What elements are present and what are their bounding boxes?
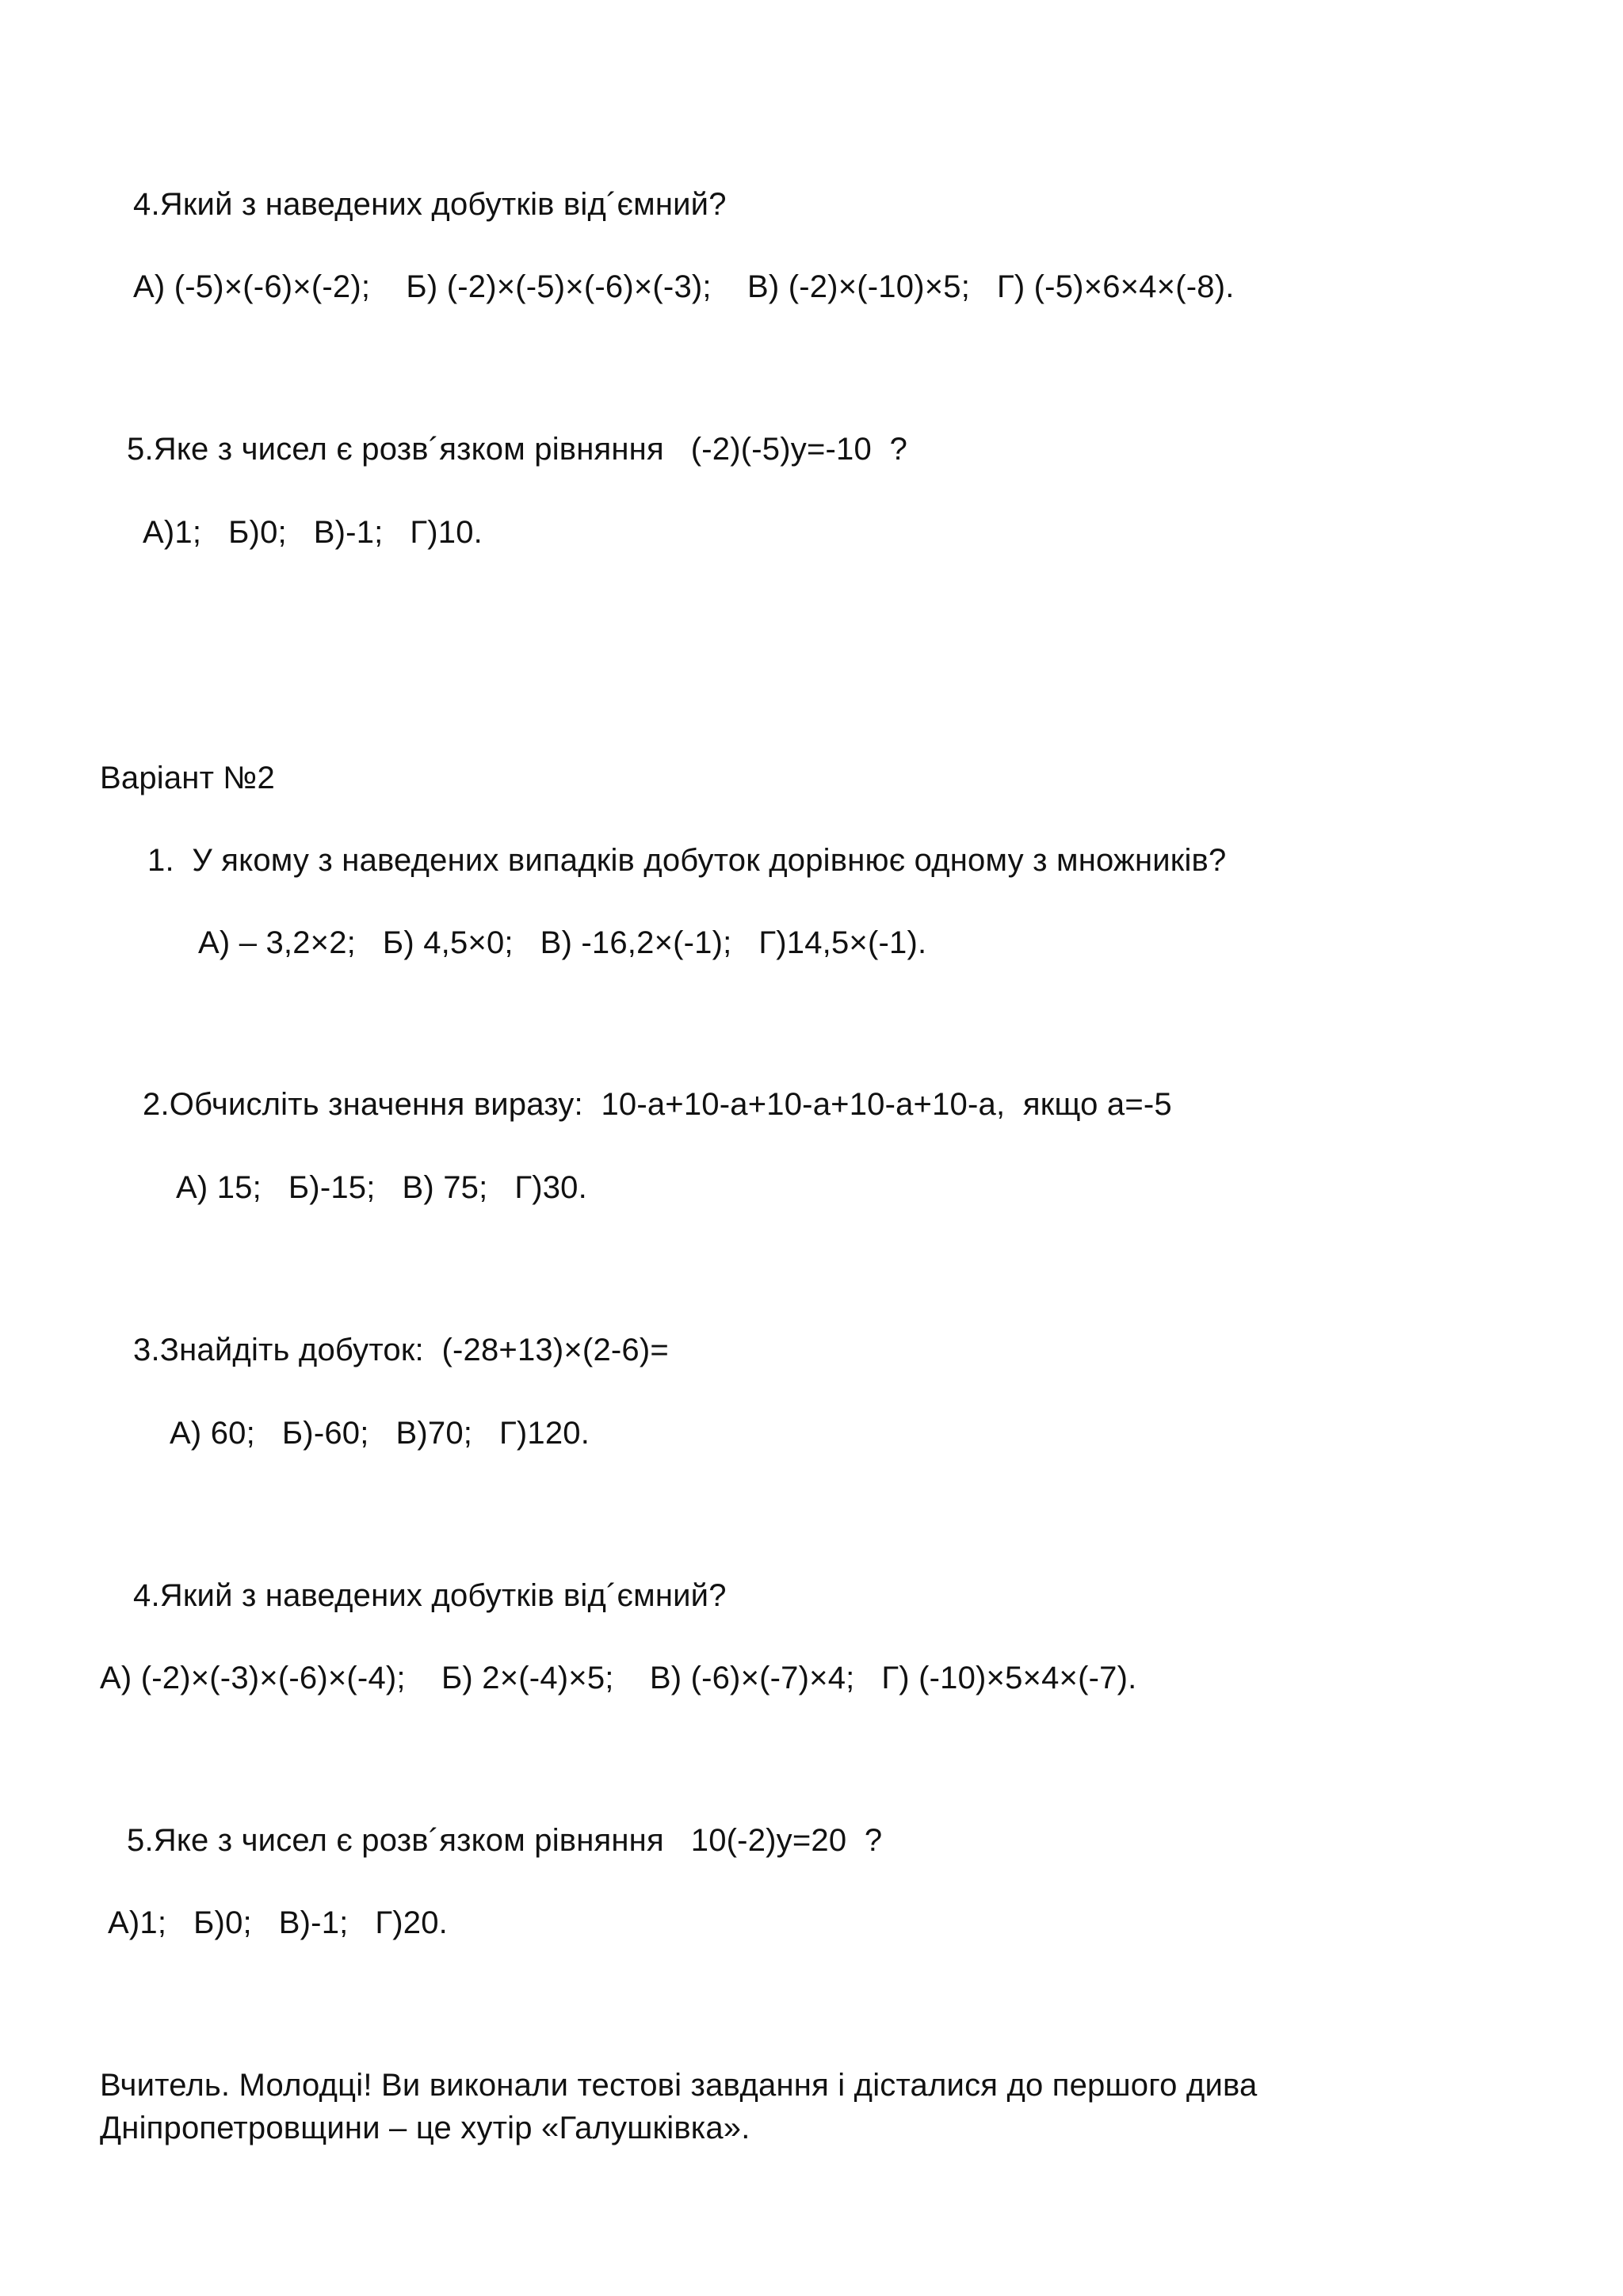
variant2-question-1-text: 1. У якому з наведених випадків добуток дорівнює одному з множників?: [147, 843, 1227, 878]
question-4-text: 4.Який з наведених добутків від´ємний?: [133, 187, 727, 222]
variant2-question-5-answers: А)1; Б)0; В)-1; Г)20.: [108, 1905, 448, 1940]
question-5-text: 5.Яке з чисел є розв´язком рівняння (-2)(-5)у=-10 ?: [127, 432, 908, 467]
question-4-answers: А) (-5)×(-6)×(-2); Б) (-2)×(-5)×(-6)×(-3); В) (-2)×(-10)×5; Г) (-5)×6×4×(-8).: [133, 269, 1235, 304]
variant2-question-4-answers: А) (-2)×(-3)×(-6)×(-4); Б) 2×(-4)×5; В) (-6)×(-7)×4; Г) (-10)×5×4×(-7).: [100, 1661, 1137, 1695]
question-5-answers: А)1; Б)0; В)-1; Г)10.: [143, 515, 483, 550]
variant-heading: Варіант №2: [100, 761, 275, 795]
variant2-question-3-text: 3.Знайдіть добуток: (-28+13)×(2-6)=: [133, 1333, 669, 1367]
variant2-question-4-text: 4.Який з наведених добутків від´ємний?: [133, 1578, 727, 1613]
variant2-question-5-text: 5.Яке з чисел є розв´язком рівняння 10(-2)у=20 ?: [127, 1823, 883, 1858]
variant2-question-3-answers: А) 60; Б)-60; В)70; Г)120.: [170, 1416, 590, 1451]
variant2-question-2-answers: А) 15; Б)-15; В) 75; Г)30.: [176, 1170, 587, 1205]
teacher-remark-line-2: Дніпропетровщини – це хутір «Галушківка».: [100, 2111, 750, 2145]
variant2-question-1-answers: А) – 3,2×2; Б) 4,5×0; В) -16,2×(-1); Г)14,5×(-1).: [198, 925, 927, 960]
teacher-remark-line-1: Вчитель. Молодці! Ви виконали тестові завдання і дісталися до першого дива: [100, 2068, 1258, 2103]
variant2-question-2-text: 2.Обчисліть значення виразу: 10-а+10-а+10-а+10-а+10-а, якщо а=-5: [143, 1087, 1172, 1122]
